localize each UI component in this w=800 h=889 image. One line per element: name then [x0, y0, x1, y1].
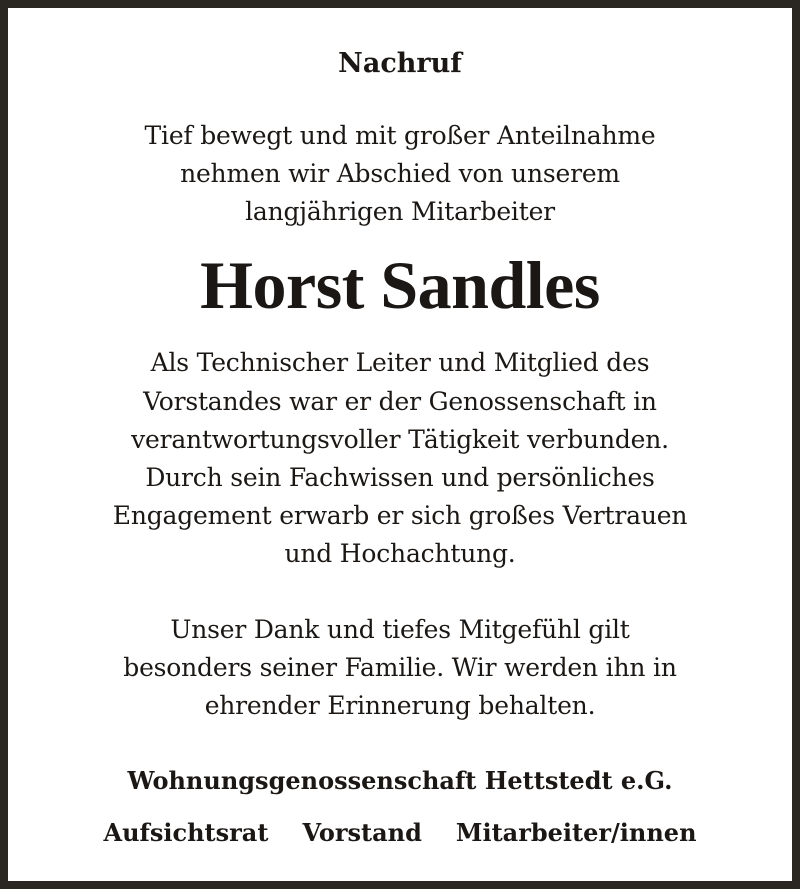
- tribute-line: Durch sein Fachwissen und persönliches: [145, 463, 655, 492]
- deceased-name: Horst Sandles: [200, 247, 600, 323]
- signatory-supervisory-board: Aufsichtsrat: [103, 818, 269, 847]
- tribute-line: Als Technischer Leiter und Mitglied des: [150, 348, 650, 377]
- notice-heading: Nachruf: [338, 48, 462, 79]
- closing-line: Unser Dank und tiefes Mitgefühl gilt: [170, 615, 630, 644]
- signatories-row: [16, 818, 784, 847]
- tribute-line: und Hochachtung.: [284, 539, 516, 568]
- tribute-line: verantwortungsvoller Tätigkeit verbunden.: [131, 425, 669, 454]
- closing-line: besonders seiner Familie. Wir werden ihn in: [123, 653, 677, 682]
- tribute-line: Engagement erwarb er sich großes Vertrauen: [112, 501, 688, 530]
- signatory-board: Vorstand: [302, 818, 422, 847]
- signatory-employees: Mitarbeiter/innen: [455, 818, 697, 847]
- intro-line: langjährigen Mitarbeiter: [245, 197, 555, 226]
- intro-line: Tief bewegt und mit großer Anteilnahme: [144, 121, 656, 150]
- tribute-line: Vorstandes war er der Genossenschaft in: [143, 387, 657, 416]
- intro-line: nehmen wir Abschied von unserem: [180, 159, 620, 188]
- organization-name: Wohnungsgenossenschaft Hettstedt e.G.: [127, 766, 673, 795]
- closing-line: ehrender Erinnerung behalten.: [204, 691, 596, 720]
